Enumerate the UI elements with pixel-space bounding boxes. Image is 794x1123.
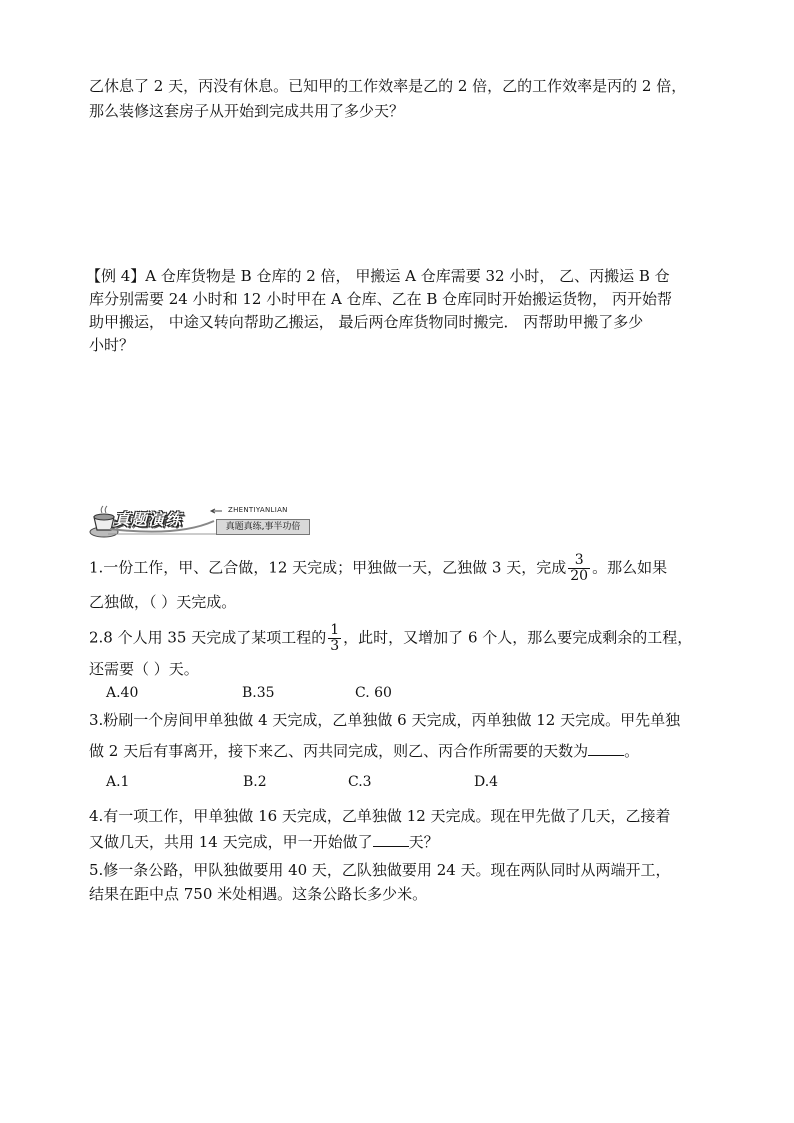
question-4-line-2 xyxy=(89,832,439,852)
question-2-text-b: ，此时，又增加了 6 个人，那么要完成剩余的工程， xyxy=(343,628,693,647)
question-3-option-a: A.1 xyxy=(106,774,130,790)
question-2-fraction xyxy=(328,623,341,654)
banner-subtitle: 真题真练,事半功倍 xyxy=(216,519,310,535)
question-3-option-b: B.2 xyxy=(243,774,267,790)
question-4-text-a: 又做几天，共用 14 天完成，甲一开始做了 xyxy=(89,833,373,851)
question-1-line-2: 乙独做，（ ）天完成。 xyxy=(89,593,237,611)
example4-line-1: 【例 4】A 仓库货物是 B 仓库的 2 倍， 甲搬运 A 仓库需要 32 小时， 乙、丙搬运 B 仓 xyxy=(86,267,670,285)
answer-blank xyxy=(588,741,624,756)
question-3-option-c: C.3 xyxy=(348,774,372,790)
question-1-text-b: 。那么如果 xyxy=(592,558,668,577)
question-4-line-1: 4.有一项工作，甲单独做 16 天完成，乙单独做 12 天完成。现在甲先做了几天，乙接着 xyxy=(89,807,671,825)
question-3-text-a: 做 2 天后有事离开，接下来乙、丙共同完成，则乙、丙合作所需要的天数为 xyxy=(89,742,589,760)
question-2-option-b: B.35 xyxy=(242,685,275,701)
question-1-line-1 xyxy=(89,553,667,584)
question-2-option-c: C. 60 xyxy=(355,685,392,701)
intro-line-2: 那么装修这套房子从开始到完成共用了多少天？ xyxy=(89,102,405,120)
question-4-text-b: 天？ xyxy=(408,833,439,851)
question-5-line-2: 结果在距中点 750 米处相遇。这条公路长多少米。 xyxy=(89,885,428,903)
question-3-line-2 xyxy=(89,741,639,761)
fraction-denominator: 3 xyxy=(330,638,340,654)
answer-blank xyxy=(373,832,409,847)
question-3-line-1: 3.粉刷一个房间甲单独做 4 天完成，乙单独做 6 天完成，丙单独做 12 天完成。甲先单独 xyxy=(89,711,681,729)
banner-title: 真题演练 xyxy=(114,510,183,529)
banner-english: ZHENTIYANLIAN xyxy=(228,506,288,514)
fraction-denominator: 20 xyxy=(570,568,589,584)
section-banner xyxy=(88,503,310,539)
example4-line-3: 助甲搬运， 中途又转向帮助乙搬运， 最后两仓库货物同时搬完． 丙帮助甲搬了多少 xyxy=(89,313,644,331)
question-1-text-a: 1.一份工作，甲、乙合做，12 天完成；甲独做一天，乙独做 3 天，完成 xyxy=(89,558,567,577)
question-2-line-2: 还需要（ ）天。 xyxy=(89,660,199,678)
question-3-text-b: 。 xyxy=(624,742,640,760)
question-2-text-a: 2.8 个人用 35 天完成了某项工程的 xyxy=(89,628,327,647)
example4-line-2: 库分别需要 24 小时和 12 小时甲在 A 仓库、乙在 B 仓库同时开始搬运货物， 丙开始帮 xyxy=(89,290,672,308)
question-2-option-a: A.40 xyxy=(106,685,139,701)
question-5-line-1: 5.修一条公路，甲队独做要用 40 天，乙队独做要用 24 天。现在两队同时从两端开工， xyxy=(89,861,671,879)
question-1-fraction xyxy=(568,553,590,584)
fraction-numerator: 3 xyxy=(568,553,590,569)
question-3-option-d: D.4 xyxy=(474,774,499,790)
fraction-numerator: 1 xyxy=(330,622,340,638)
intro-line-1: 乙休息了 2 天，丙没有休息。已知甲的工作效率是乙的 2 倍，乙的工作效率是丙的 2 倍， xyxy=(89,77,687,95)
question-2-line-1 xyxy=(89,623,692,654)
example4-line-4: 小时？ xyxy=(89,336,135,354)
